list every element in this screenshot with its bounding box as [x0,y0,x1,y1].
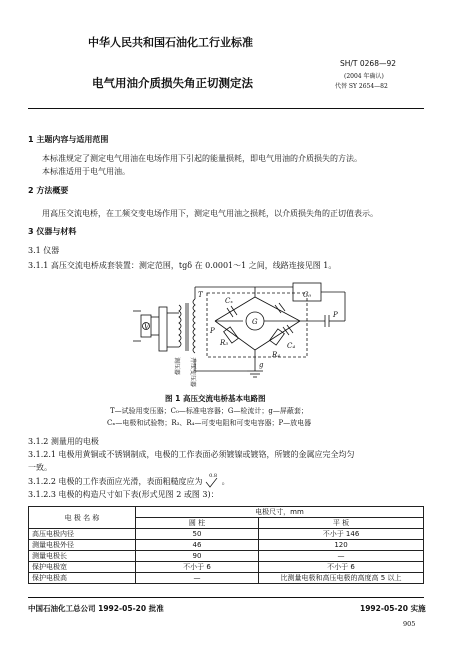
section-2-para-1: 用高压交流电桥，在工频交变电场作用下，测定电气用油之损耗，以介质损失角的正切值表示。 [42,209,378,218]
footer-rule [28,597,424,598]
label-R3: R₃ [220,339,229,347]
regulator-box [159,307,167,351]
standard-number: SH/T 0268—92 [340,59,397,68]
section-1-title: 1 主题内容与适用范围 [28,135,109,144]
section-1-para-1: 本标准规定了测定电气用油在电场作用下引起的能量损耗，即电气用油的介质损失的方法。 [42,154,362,163]
table-cell: — [136,573,259,584]
label-C4: C₄ [287,342,296,350]
table-cell: 高压电极内径 [29,529,136,540]
org-title: 中华人民共和国石油化工行业标准 [88,36,253,49]
table-row [29,540,424,551]
table-row [29,551,424,562]
table-header-round: 圆 柱 [136,518,259,529]
approval-note: 中国石油化工总公司 1992-05-20 批准 [28,604,164,613]
label-C0: C₀ [303,291,312,299]
arm-cx [215,297,255,321]
section-3-1-1: 3.1.1 高压交流电桥成套装置：测定范围，tgδ 在 0.0001～1 之间，线路连接见图 1。 [28,261,337,270]
table-cell: 不小于 146 [259,529,424,540]
roughness-symbol [205,473,219,487]
implementation-date: 1992-05-20 实施 [360,604,426,613]
label-voltmeter: V [144,323,150,331]
section-2-title: 2 方法概要 [28,186,69,195]
table-cell: 50 [136,529,259,540]
table-row [29,529,424,540]
confirm-year: (2004 年确认) [344,73,384,80]
table-cell: 比测量电极和高压电极的高度高 5 以上 [259,573,424,584]
figure-legend-line-1: T—试验用变压器；C₀—标准电容器；G—检流计；g—屏蔽套； [110,407,308,415]
section-3-1-2-1: 3.1.2.1 电极用黄铜或不锈钢制成，电极的工作表面必须镀镍或镀铬，所镀的金属应完全均匀 [28,450,355,459]
section-3-title: 3 仪器与材料 [28,227,77,236]
label-P-left: P [210,327,215,335]
section-3-1: 3.1 仪器 [28,246,60,255]
roughness-text: 3.1.2.2 电极的工作表面应光滑，表面粗糙度应为 [28,477,203,486]
bridge-circuit-diagram [115,275,370,390]
label-R4: R₄ [272,351,281,359]
table-cell: — [259,551,424,562]
label-g: g [259,361,264,369]
table-cell: 120 [259,540,424,551]
figure-caption: 图 1 高压交流电桥基本电路图 [165,394,266,403]
table-cell: 保护电极宽 [29,562,136,573]
table-row [29,562,424,573]
section-3-1-2: 3.1.2 测量用的电极 [28,437,99,446]
document-title: 电气用油介质损失角正切测定法 [92,76,253,90]
roughness-value: 0.8 [209,473,218,479]
table-header-size: 电极尺寸，mm [136,507,424,518]
label-step-up: 升压变压器 [189,357,196,388]
table-cell: 保护电极高 [29,573,136,584]
table-header-name: 电 极 名 称 [29,507,136,529]
section-1-para-2: 本标准适用于电气用油。 [42,167,130,176]
r4-resistor [270,329,285,345]
table-cell: 不小于 6 [259,562,424,573]
figure-legend-line-2: Cₓ—电极和试验物；R₃、R₄—可变电阻和可变电容器；P—放电器 [107,419,312,427]
table-cell: 90 [136,551,259,562]
section-3-1-2-1-cont: 一致。 [28,463,52,472]
page-number: 905 [403,620,416,628]
section-3-1-2-3: 3.1.2.3 电极的构造尺寸如下表(形式见图 2 或图 3)： [28,490,219,499]
header-rule [28,108,424,109]
table-cell: 46 [136,540,259,551]
label-P-right: P [333,311,338,319]
label-regulator: 调压器 [173,357,180,376]
roughness-end: 。 [221,477,230,486]
table-row [29,573,424,584]
table-cell: 测量电极长 [29,551,136,562]
electrode-size-table [28,506,424,584]
replaces-note: 代替 SY 2654—82 [335,83,388,90]
section-3-1-2-2 [28,473,230,487]
label-Cx: Cₓ [225,297,233,305]
table-header-flat: 平 板 [259,518,424,529]
table-cell: 测量电极外径 [29,540,136,551]
label-G: G [252,318,258,326]
secondary-coil [193,299,195,353]
primary-coil [179,305,181,347]
table-cell: 不小于 6 [136,562,259,573]
label-T: T [198,291,203,299]
